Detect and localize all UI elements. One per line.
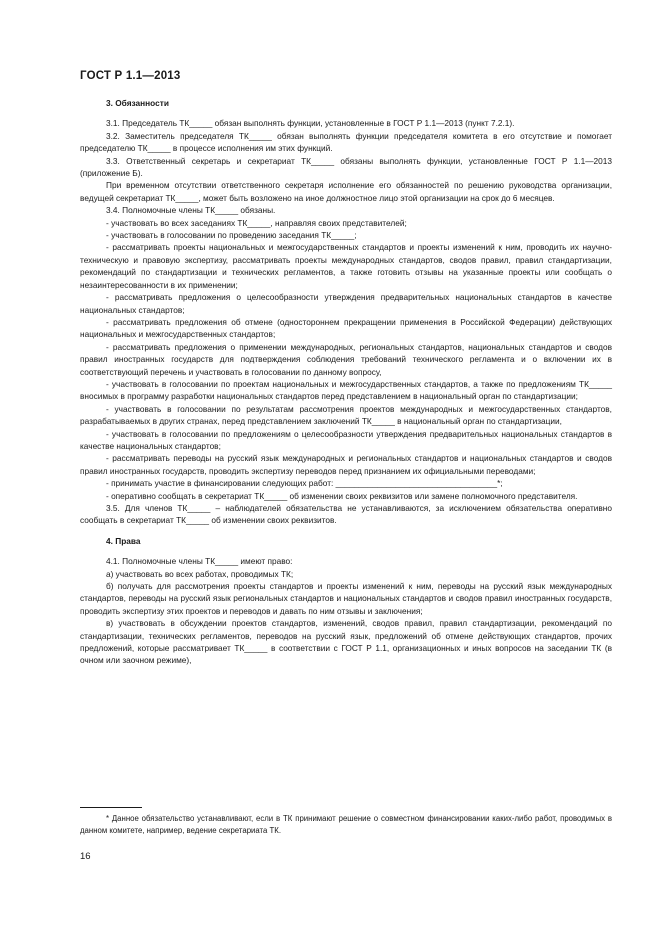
- list-item: а) участвовать во всех работах, проводимых ТК;: [106, 568, 294, 579]
- list-item: - рассматривать предложения о целесообразности утверждения предварительных национальных стандартов в качестве национальных стандартов;: [80, 292, 612, 315]
- footnote-divider: [80, 807, 142, 808]
- paragraph-3-3: 3.3. Ответственный секретарь и секретариат ТК_____ обязаны выполнять функции, установленные ГОСТ Р 1.1—2013 (приложение Б).: [80, 155, 612, 179]
- page-number: 16: [80, 851, 91, 862]
- section-4-heading: 4. Права: [106, 535, 141, 546]
- list-item: - участвовать в голосовании по проведению заседания ТК_____;: [106, 230, 357, 241]
- footnote: * Данное обязательство устанавливают, если в ТК принимают решение о совместном финансировании каких-либо работ, проводимых в данном комитете, например, ведение секретариата ТК.: [80, 814, 612, 835]
- list-item: б) получать для рассмотрения проекты стандартов и проекты изменений к ним, переводы на русский язык международных стандартов, переводы на русский язык региональных стандартов и национальных стандартов и сводов правил иностранных государств, проводить экспертизу этих проектов и переводов и давать по ним отзывы и заключения;: [80, 581, 612, 616]
- list-item: - оперативно сообщать в секретариат ТК_____ об изменении своих реквизитов или замене полномочного представителя.: [106, 490, 578, 501]
- paragraph-3-5: 3.5. Для членов ТК_____ – наблюдателей обязательства не устанавливаются, за исключением обязательства оперативно сообщать в секретариат ТК_____ об изменении своих реквизитов.: [80, 503, 612, 526]
- paragraph-4-1: 4.1. Полномочные члены ТК_____ имеют право:: [106, 556, 293, 567]
- list-item: - участвовать в голосовании по предложениям о целесообразности утверждения предварительных национальных стандартов в качестве национальных стандартов;: [80, 428, 612, 451]
- document-body: [80, 94, 612, 667]
- list-item: - рассматривать предложения о применении международных, региональных стандартов, национальных стандартов и сводов правил иностранных государств для подтверждения соблюдения требований технического регламента и о включении их в соответствующий перечень и участвовать в голосовании по данному вопросу,: [80, 341, 612, 377]
- list-item: - принимать участие в финансировании следующих работ: ___________________________________*;: [106, 478, 503, 489]
- list-item: - участвовать в голосовании по проектам национальных и межгосударственных стандартов, а также по предложениям ТК_____ вносимых в программу разработки национальных стандартов перед представлением в национальный орган по стандартизации;: [80, 378, 612, 402]
- document-code-header: ГОСТ Р 1.1—2013: [80, 70, 181, 82]
- paragraph-3-3-secretary: При временном отсутствии ответственного секретаря исполнение его обязанностей по решению руководства организации, ведущей секретариат ТК_____, может быть возложено на иное должностное лицо этой организации на срок до 6 месяцев.: [80, 180, 612, 203]
- list-item: - рассматривать проекты национальных и межгосударственных стандартов и проекты изменений к ним, проводить их научно-техническую и правовую экспертизу, рассматривать проекты международных стандартов, сводов правил, правил стандартизации, рекомендаций по стандартизации и технических регламентов, а также готовить отзывы на указанные проекты или сообщать о незаинтересованности в их применении;: [80, 242, 612, 290]
- section-3-heading: 3. Обязанности: [106, 98, 169, 108]
- list-item: - рассматривать переводы на русский язык международных и региональных стандартов и национальных стандартов и сводов правил иностранных государств, проводить экспертизу переводов перед признанием их официальными переводами;: [80, 453, 612, 476]
- list-item: - участвовать во всех заседаниях ТК_____, направляя своих представителей;: [106, 217, 407, 228]
- list-item: - рассматривать предложения об отмене (одностороннем прекращении применения в Российской Федерации) действующих национальных и межгосударственных стандартов;: [80, 316, 612, 340]
- list-item: в) участвовать в обсуждении проектов стандартов, изменений, сводов правил, правил стандартизации, рекомендаций по стандартизации, технических регламентов, переводов на русский язык, предложений об отмене действующих стандартов, прочих предложений, которые рассматривает ТК_____ в соответствии с ГОСТ Р 1.1, организационных и иных вопросов на заседании ТК (в очном или заочном режиме),: [80, 618, 612, 666]
- paragraph-3-1: 3.1. Председатель ТК_____ обязан выполнять функции, установленные в ГОСТ Р 1.1—2013 (пункт 7.2.1).: [106, 118, 515, 129]
- paragraph-3-2: 3.2. Заместитель председателя ТК_____ обязан выполнять функции председателя комитета в его отсутствие и помогает председателю ТК_____ в процессе исполнения им этих функций.: [80, 130, 612, 154]
- paragraph-3-4: 3.4. Полномочные члены ТК_____ обязаны.: [106, 205, 276, 216]
- list-item: - участвовать в голосовании по результатам рассмотрения проектов международных и межгосударственных стандартов, разрабатываемых в других странах, перед представлением заключений ТК_____ в национальный орган по стандартизации,: [80, 403, 612, 427]
